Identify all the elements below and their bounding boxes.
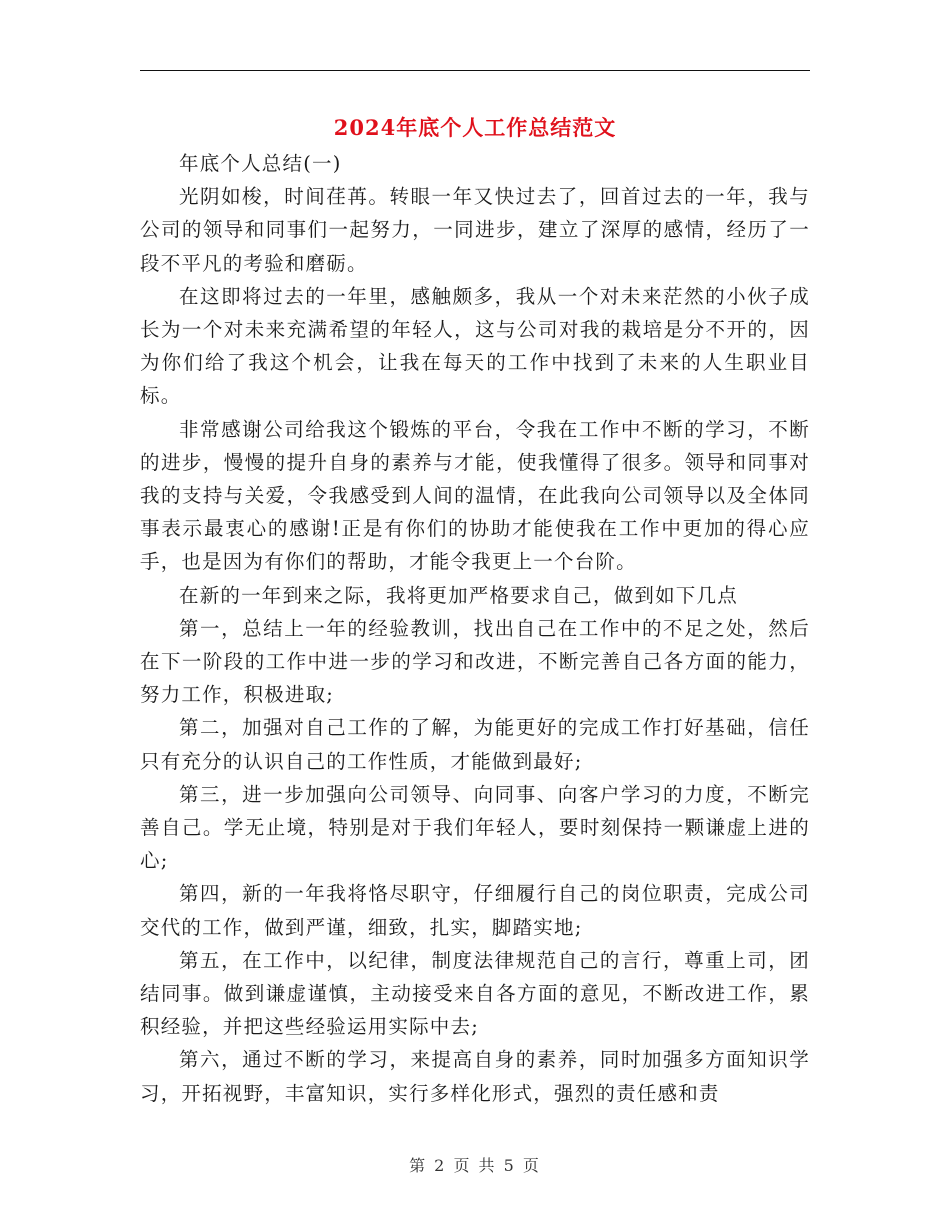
paragraph: 在这即将过去的一年里，感触颇多，我从一个对未来茫然的小伙子成长为一个对未来充满希望的年轻人，这与公司对我的栽培是分不开的，因为你们给了我这个机会，让我在每天的工作中找到了未来的人生职业目标。 <box>140 284 810 408</box>
paragraph: 在新的一年到来之际，我将更加严格要求自己，做到如下几点 <box>179 583 738 607</box>
paragraph: 非常感谢公司给我这个锻炼的平台，令我在工作中不断的学习，不断的进步，慢慢的提升自身的素养与才能，使我懂得了很多。领导和同事对我的支持与关爱，令我感受到人间的温情，在此我向公司领导以及全体同事表示最衷心的感谢!正是有你们的协助才能使我在工作中更加的得心应手，也是因为有你们的帮助，才能令我更上一个台阶。 <box>140 417 810 574</box>
document-body <box>140 147 810 1110</box>
list-item-6: 第六，通过不断的学习，来提高自身的素养，同时加强多方面知识学习，开拓视野，丰富知识，实行多样化形式，强烈的责任感和责 <box>140 1048 810 1105</box>
document-title: 2024年底个人工作总结范文 <box>333 115 617 140</box>
list-item-2: 第二，加强对自己工作的了解，为能更好的完成工作打好基础，信任只有充分的认识自己的工作性质，才能做到最好; <box>140 716 810 773</box>
section-heading: 年底个人总结(一) <box>179 152 342 175</box>
list-item-1: 第一，总结上一年的经验教训，找出自己在工作中的不足之处，然后在下一阶段的工作中进一步的学习和改进，不断完善自己各方面的能力，努力工作，积极进取; <box>140 616 810 707</box>
list-item-5: 第五，在工作中，以纪律，制度法律规范自己的言行，尊重上司，团结同事。做到谦虚谨慎，主动接受来自各方面的意见，不断改进工作，累积经验，并把这些经验运用实际中去; <box>140 948 810 1039</box>
list-item-3: 第三，进一步加强向公司领导、向同事、向客户学习的力度，不断完善自己。学无止境，特别是对于我们年轻人，要时刻保持一颗谦虚上进的心; <box>140 782 810 873</box>
list-item-4: 第四，新的一年我将恪尽职守，仔细履行自己的岗位职责，完成公司交代的工作，做到严谨，细致，扎实，脚踏实地; <box>140 882 810 939</box>
paragraph: 光阴如梭，时间荏苒。转眼一年又快过去了，回首过去的一年，我与公司的领导和同事们一起努力，一同进步，建立了深厚的感情，经历了一段不平凡的考验和磨砺。 <box>140 185 810 275</box>
header-rule <box>140 70 810 71</box>
page-number: 第 2 页 共 5 页 <box>409 1156 541 1175</box>
